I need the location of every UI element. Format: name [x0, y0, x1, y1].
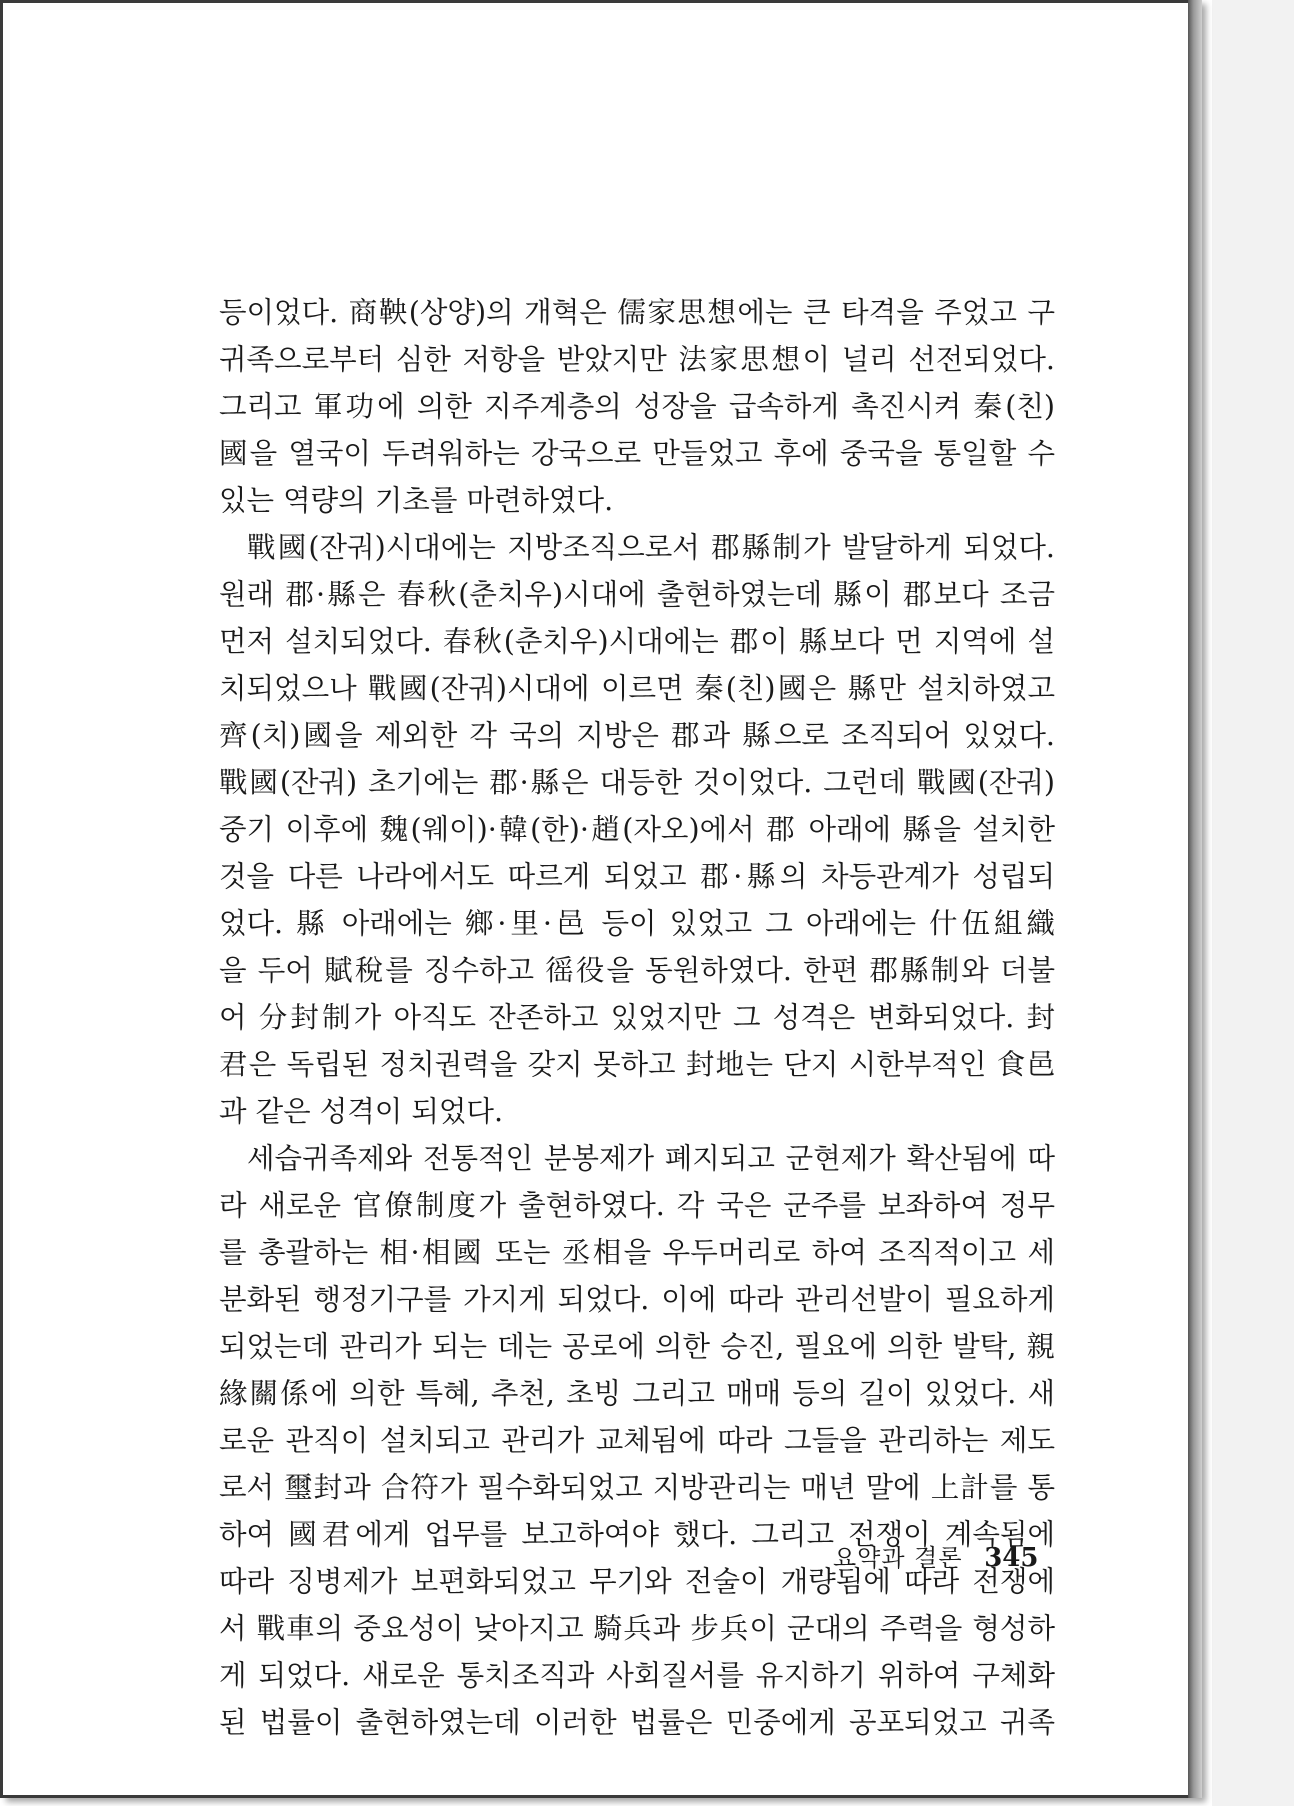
text-line: 있는 역량의 기초를 마련하였다.	[219, 484, 614, 517]
paragraph-start-line: 戰國(잔궈)시대에는 지방조직으로서 郡縣制가 발달하게 되었다.	[247, 531, 1055, 564]
body-text	[219, 289, 1055, 1746]
text-line: 게 되었다. 새로운 통치조직과 사회질서를 유지하기 위하여 구체화	[219, 1659, 1055, 1692]
text-line: 라 새로운 官僚制度가 출현하였다. 각 국은 군주를 보좌하여 정무	[219, 1189, 1055, 1222]
text-line: 을 두어 賦稅를 징수하고 徭役을 동원하였다. 한편 郡縣制와 더불	[219, 954, 1055, 987]
text-line: 어 分封制가 아직도 잔존하고 있었지만 그 성격은 변화되었다. 封	[219, 1001, 1055, 1034]
text-line: 齊(치)國을 제외한 각 국의 지방은 郡과 縣으로 조직되어 있었다.	[219, 719, 1055, 752]
page-number: 345	[984, 1543, 1039, 1573]
text-line: 귀족으로부터 심한 저항을 받았지만 法家思想이 널리 선전되었다.	[219, 343, 1055, 376]
text-line: 분화된 행정기구를 가지게 되었다. 이에 따라 관리선발이 필요하게	[219, 1283, 1055, 1316]
page-footer	[833, 1538, 1038, 1573]
text-line: 등이었다. 商鞅(상양)의 개혁은 儒家思想에는 큰 타격을 주었고 구	[219, 296, 1055, 329]
text-line: 서 戰車의 중요성이 낮아지고 騎兵과 步兵이 군대의 주력을 형성하	[219, 1612, 1055, 1645]
text-line: 君은 독립된 정치권력을 갖지 못하고 封地는 단지 시한부적인 食邑	[219, 1048, 1055, 1081]
text-line: 것을 다른 나라에서도 따르게 되었고 郡·縣의 차등관계가 성립되	[219, 860, 1055, 893]
text-line: 과 같은 성격이 되었다.	[219, 1095, 504, 1128]
text-line: 었다. 縣 아래에는 鄉·里·邑 등이 있었고 그 아래에는 什伍組織	[219, 907, 1055, 940]
text-line: 그리고 軍功에 의한 지주계층의 성장을 급속하게 촉진시켜 秦(친)	[219, 390, 1055, 423]
text-line: 중기 이후에 魏(웨이)·韓(한)·趙(자오)에서 郡 아래에 縣을 설치한	[219, 813, 1055, 846]
text-line: 國을 열국이 두려워하는 강국으로 만들었고 후에 중국을 통일할 수	[219, 437, 1055, 470]
page-edge-shadow	[1188, 0, 1202, 1798]
text-line: 된 법률이 출현하였는데 이러한 법률은 민중에게 공포되었고 귀족	[219, 1706, 1055, 1739]
text-line: 하여 國君에게 업무를 보고하여야 했다. 그리고 전쟁이 계속됨에	[219, 1518, 1055, 1551]
text-line: 로운 관직이 설치되고 관리가 교체됨에 따라 그들을 관리하는 제도	[219, 1424, 1055, 1457]
text-line: 치되었으나 戰國(잔궈)시대에 이르면 秦(친)國은 縣만 설치하였고	[219, 672, 1055, 705]
text-line: 로서 璽封과 合符가 필수화되었고 지방관리는 매년 말에 上計를 통	[219, 1471, 1055, 1504]
text-line: 緣關係에 의한 특혜, 추천, 초빙 그리고 매매 등의 길이 있었다. 새	[219, 1377, 1055, 1410]
running-footer-title: 요약과 결론	[833, 1544, 963, 1572]
text-line: 戰國(잔궈) 초기에는 郡·縣은 대등한 것이었다. 그런데 戰國(잔궈)	[219, 766, 1055, 799]
viewer-background	[1212, 0, 1294, 1806]
text-line: 먼저 설치되었다. 春秋(춘치우)시대에는 郡이 縣보다 먼 지역에 설	[219, 625, 1055, 658]
paragraph-start-line: 세습귀족제와 전통적인 분봉제가 폐지되고 군현제가 확산됨에 따	[247, 1142, 1055, 1175]
text-line: 원래 郡·縣은 春秋(춘치우)시대에 출현하였는데 縣이 郡보다 조금	[219, 578, 1055, 611]
text-line: 를 총괄하는 相·相國 또는 丞相을 우두머리로 하여 조직적이고 세	[219, 1236, 1055, 1269]
text-line: 따라 징병제가 보편화되었고 무기와 전술이 개량됨에 따라 전쟁에	[219, 1565, 1055, 1598]
text-line: 되었는데 관리가 되는 데는 공로에 의한 승진, 필요에 의한 발탁, 親	[219, 1330, 1055, 1363]
